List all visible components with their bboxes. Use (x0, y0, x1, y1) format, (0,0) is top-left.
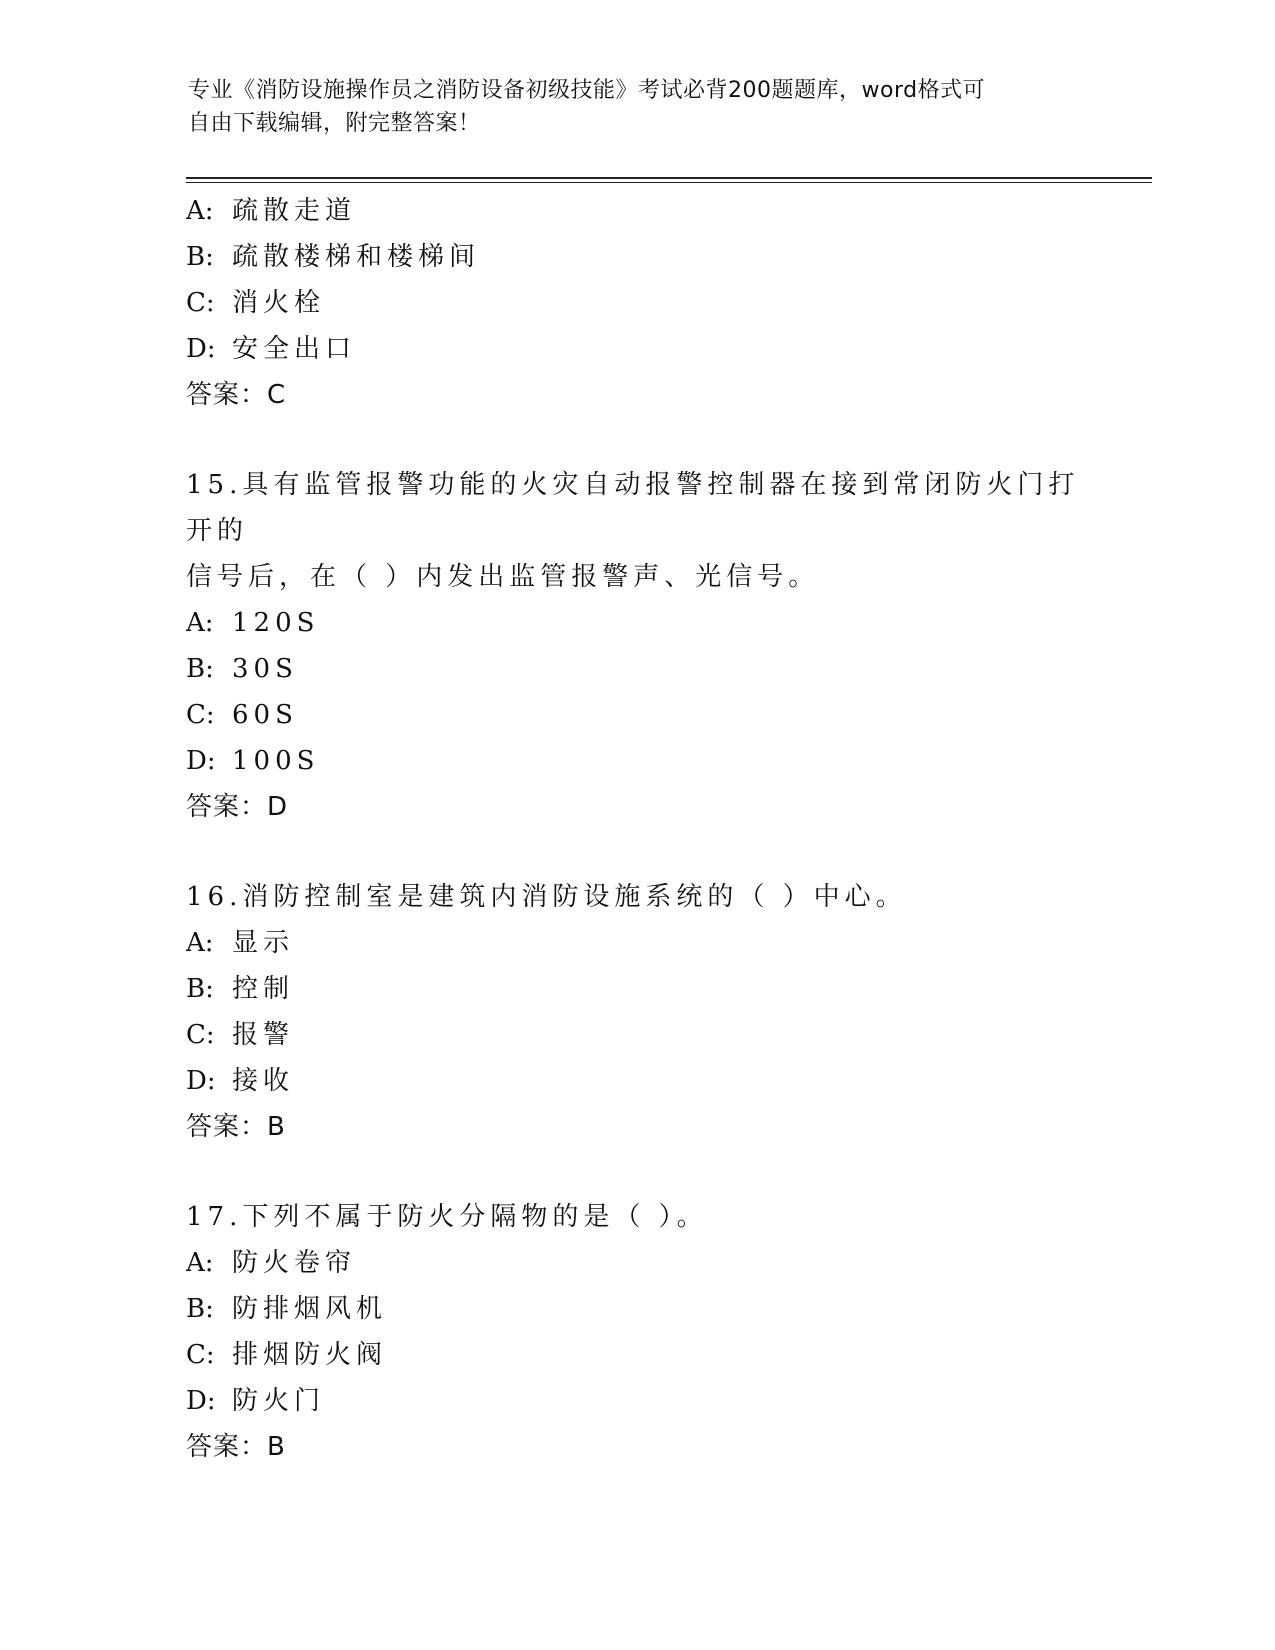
option-text: 排烟防火阀 (232, 1340, 388, 1370)
header-line-2: 自由下载编辑，附完整答案！ (188, 111, 481, 136)
question-stem-line: 16.消防控制室是建筑内消防设施系统的（ ）中心。 (186, 882, 907, 912)
answer-line: 答案：C (186, 380, 287, 410)
option-letter: A: (186, 196, 214, 226)
option-text: 显示 (232, 928, 295, 958)
option-letter: C: (186, 700, 215, 730)
option-letter: D: (186, 746, 216, 776)
header-rule-top (186, 177, 1152, 179)
option-letter: C: (186, 288, 215, 318)
option-letter: B: (186, 1294, 214, 1324)
option-c (186, 1332, 1146, 1378)
question-stem-line: 信号后，在（ ）内发出监管报警声、光信号。 (186, 562, 820, 592)
option-a (186, 920, 1146, 966)
option-d (186, 1058, 1146, 1104)
option-text: 安全出口 (232, 334, 357, 364)
option-letter: A: (186, 1248, 214, 1278)
option-letter: B: (186, 654, 214, 684)
option-letter: C: (186, 1020, 215, 1050)
option-c (186, 692, 1146, 738)
option-a (186, 188, 1146, 234)
option-b (186, 646, 1146, 692)
option-c (186, 1012, 1146, 1058)
question-stem-line: 17.下列不属于防火分隔物的是（ ）。 (186, 1202, 708, 1232)
option-a (186, 600, 1146, 646)
option-text: 30S (232, 654, 298, 684)
option-letter: D: (186, 1066, 216, 1096)
option-a (186, 1240, 1146, 1286)
option-text: 防排烟风机 (232, 1294, 388, 1324)
option-d (186, 1378, 1146, 1424)
option-d (186, 738, 1146, 784)
answer-line: 答案：D (186, 792, 289, 822)
header-line-1: 专业《消防设施操作员之消防设备初级技能》考试必背200题题库，word格式可 (188, 78, 986, 103)
option-letter: B: (186, 242, 214, 272)
option-text: 报警 (232, 1020, 295, 1050)
option-letter: A: (186, 608, 214, 638)
option-text: 100S (232, 746, 320, 776)
option-text: 消火栓 (232, 288, 326, 318)
option-letter: D: (186, 1386, 216, 1416)
answer-line: 答案：B (186, 1432, 286, 1462)
option-b (186, 234, 1146, 280)
option-letter: A: (186, 928, 214, 958)
option-letter: C: (186, 1340, 215, 1370)
question-15 (186, 462, 1146, 830)
option-d (186, 326, 1146, 372)
option-text: 防火门 (232, 1386, 326, 1416)
option-text: 60S (232, 700, 298, 730)
option-b (186, 1286, 1146, 1332)
question-14 (186, 188, 1146, 418)
option-c (186, 280, 1146, 326)
header-rule-bottom (186, 182, 1152, 183)
question-16 (186, 874, 1146, 1150)
option-b (186, 966, 1146, 1012)
option-letter: D: (186, 334, 216, 364)
question-17 (186, 1194, 1146, 1470)
question-stem-line: 15.具有监管报警功能的火灾自动报警控制器在接到常闭防火门打开的 (186, 470, 1080, 546)
option-text: 疏散走道 (232, 196, 357, 226)
option-letter: B: (186, 974, 214, 1004)
answer-line: 答案：B (186, 1112, 286, 1142)
option-text: 120S (232, 608, 320, 638)
document-header (188, 74, 1068, 140)
question-list (186, 188, 1146, 1470)
option-text: 疏散楼梯和楼梯间 (232, 242, 481, 272)
option-text: 接收 (232, 1066, 295, 1096)
option-text: 控制 (232, 974, 295, 1004)
option-text: 防火卷帘 (232, 1248, 357, 1278)
